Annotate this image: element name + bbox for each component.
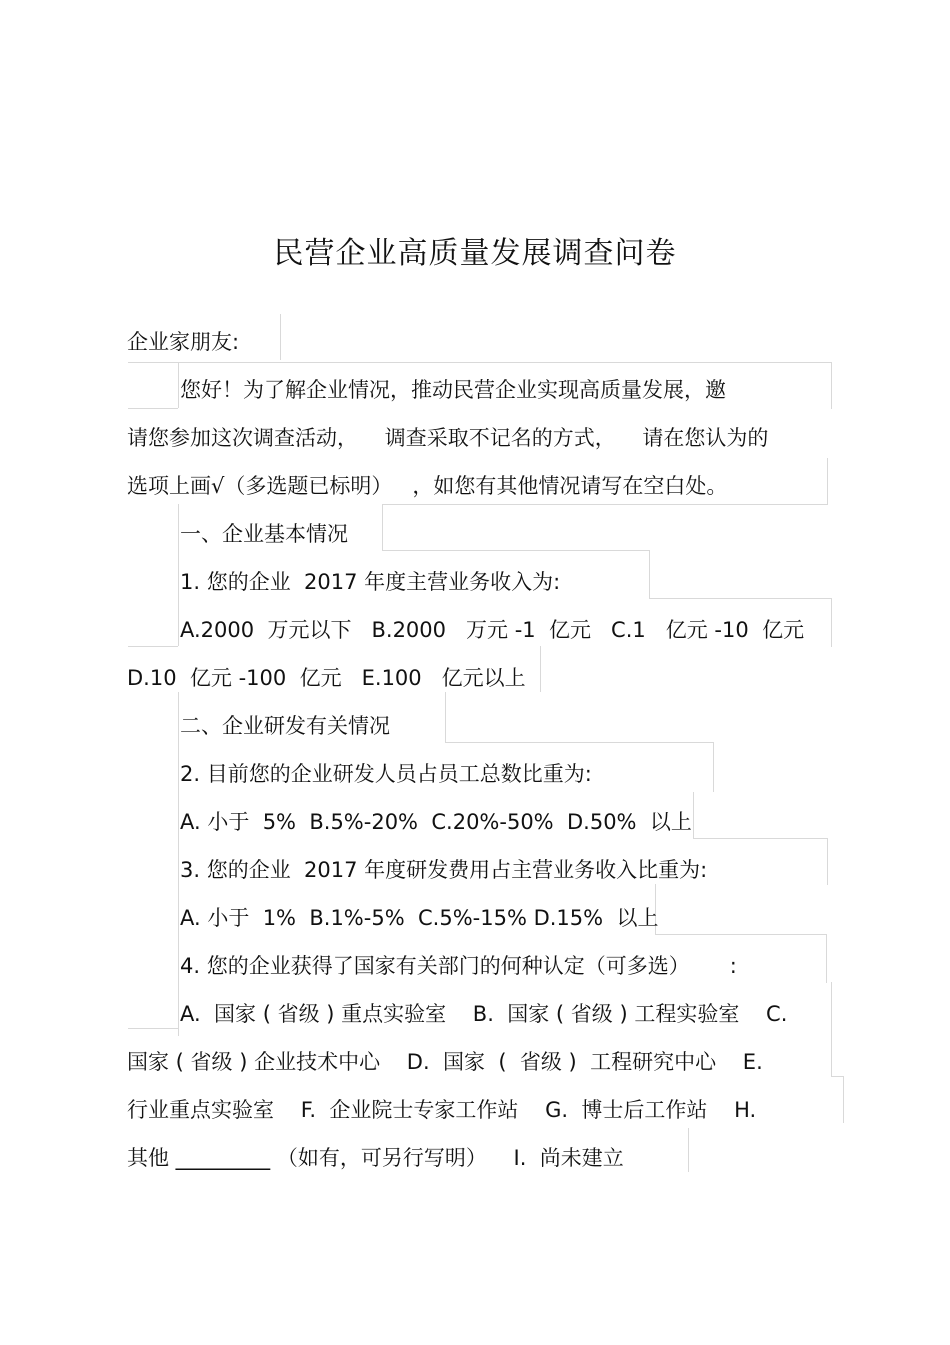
question-3-options: A. 小于 1% B.1%-5% C.5%-15% D.15% 以上 [180,906,659,930]
scan-edge [178,504,179,646]
scan-edge [693,838,828,885]
question-4-options-d: 其他 _________ （如有，可另行写明） I. 尚未建立 [127,1146,624,1170]
question-1-options-b: D.10 亿元 -100 亿元 E.100 亿元以上 [127,666,526,690]
intro-line-1: 您好！为了解企业情况，推动民营企业实现高质量发展，邀 [180,378,726,402]
intro-line-2: 请您参加这次调查活动， 调查采取不记名的方式， 请在您认为的 [127,426,769,450]
question-2: 2. 目前您的企业研发人员占员工总数比重为: [180,762,592,786]
question-4-options-c: 行业重点实验室 F. 企业院士专家工作站 G. 博士后工作站 H. [127,1098,757,1122]
question-1: 1. 您的企业 2017 年度主营业务收入为: [180,570,561,594]
scan-edge [445,692,446,742]
scan-edge [445,742,713,743]
page-title: 民营企业高质量发展调查问卷 [273,236,677,271]
scan-edge [280,314,281,360]
scan-edge [649,550,650,598]
scan-edge [713,742,714,792]
question-4-options-b: 国家 ( 省级 ) 企业技术中心 D. 国家 ( 省级 ) 工程研究中心 E. [127,1050,763,1074]
question-3: 3. 您的企业 2017 年度研发费用占主营业务收入比重为: [180,858,708,882]
scan-edge [831,982,832,1076]
scan-edge [688,1128,689,1172]
intro-line-3: 选项上画√（多选题已标明） ，如您有其他情况请写在空白处。 [127,474,728,498]
scan-edge [128,1028,178,1029]
question-1-options-a: A.2000 万元以下 B.2000 万元 -1 亿元 C.1 亿元 -10 亿元 [180,618,805,642]
question-4-options-a: A. 国家 ( 省级 ) 重点实验室 B. 国家 ( 省级 ) 工程实验室 C. [180,1002,788,1026]
section-heading-1: 一、企业基本情况 [180,522,348,546]
scan-edge [382,550,650,551]
scan-edge [178,692,179,1036]
salutation: 企业家朋友: [127,330,240,354]
scan-edge [128,408,178,409]
scan-edge [693,792,694,838]
scan-edge [540,646,541,692]
question-4: 4. 您的企业获得了国家有关部门的何种认定（可多选） : [180,954,737,978]
scan-edge [827,458,828,504]
section-heading-2: 二、企业研发有关情况 [180,714,390,738]
scan-edge [382,504,828,551]
question-2-options: A. 小于 5% B.5%-20% C.20%-50% D.50% 以上 [180,810,692,834]
scan-edge [831,1076,844,1123]
scan-edge [178,362,179,408]
